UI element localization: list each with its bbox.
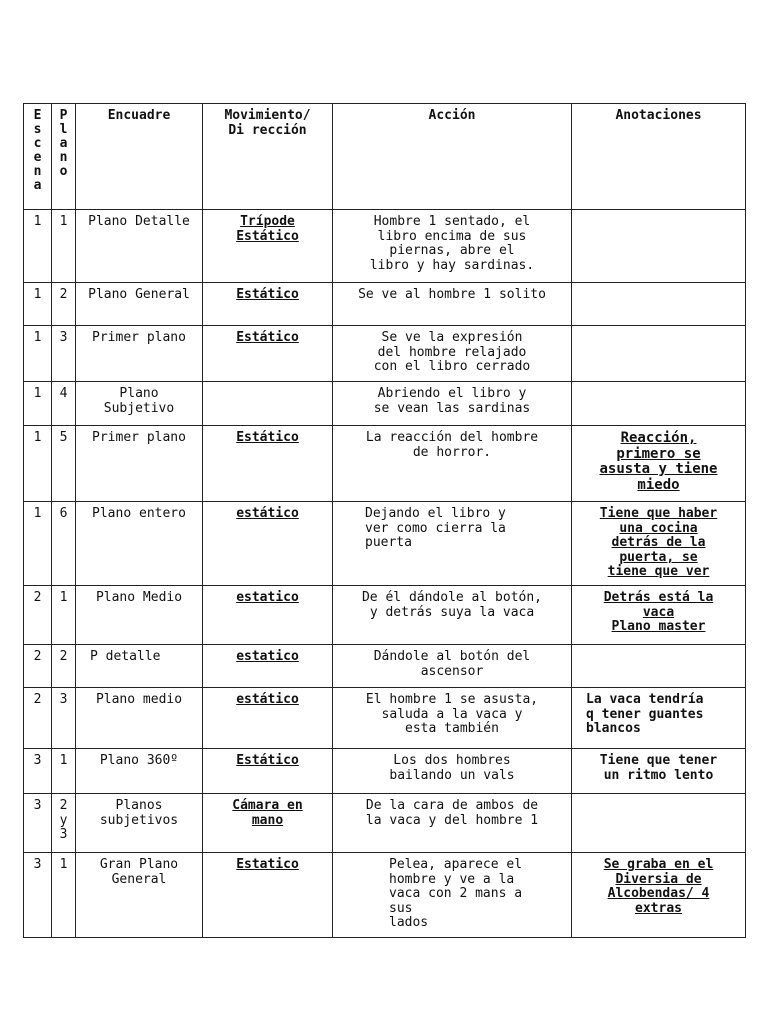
cell-movimiento: Estático: [203, 749, 333, 794]
cell-accion: Pelea, aparece el hombre y ve a la vaca con 2 mans a sus lados: [333, 853, 572, 938]
table-row: [24, 210, 746, 283]
table-row: [24, 688, 746, 749]
cell-anotaciones: Tiene que haber una cocina detrás de la puerta, se tiene que ver: [572, 502, 746, 586]
cell-movimiento: Estático: [203, 426, 333, 502]
cell-encuadre: Plano Detalle: [76, 210, 203, 283]
cell-accion: Los dos hombres bailando un vals: [333, 749, 572, 794]
cell-accion: Dejando el libro y ver como cierra la puerta: [333, 502, 572, 586]
cell-escena: 1: [24, 210, 52, 283]
cell-escena: 2: [24, 586, 52, 645]
header-accion: Acción: [333, 104, 572, 210]
table-row: [24, 326, 746, 382]
cell-accion: Hombre 1 sentado, el libro encima de sus piernas, abre el libro y hay sardinas.: [333, 210, 572, 283]
header-movimiento: Movimiento/ Di rección: [203, 104, 333, 210]
cell-plano: 2 y 3: [52, 794, 76, 853]
cell-plano: 2: [52, 645, 76, 688]
cell-plano: 1: [52, 210, 76, 283]
table-row: [24, 586, 746, 645]
cell-accion: La reacción del hombre de horror.: [333, 426, 572, 502]
cell-escena: 2: [24, 688, 52, 749]
cell-movimiento: Estatico: [203, 853, 333, 938]
cell-movimiento: estático: [203, 502, 333, 586]
cell-accion: De él dándole al botón, y detrás suya la vaca: [333, 586, 572, 645]
table-row: [24, 645, 746, 688]
header-escena: E s c e n a: [24, 104, 52, 210]
cell-encuadre: P detalle: [76, 645, 203, 688]
table-row: [24, 853, 746, 938]
cell-anotaciones: Detrás está la vaca Plano master: [572, 586, 746, 645]
cell-movimiento: estático: [203, 688, 333, 749]
cell-plano: 1: [52, 853, 76, 938]
cell-anotaciones: [572, 645, 746, 688]
cell-anotaciones: [572, 382, 746, 426]
table-row: [24, 794, 746, 853]
cell-encuadre: Plano Subjetivo: [76, 382, 203, 426]
cell-accion: Dándole al botón del ascensor: [333, 645, 572, 688]
header-row: [24, 104, 746, 210]
cell-movimiento: Trípode Estático: [203, 210, 333, 283]
cell-encuadre: Planos subjetivos: [76, 794, 203, 853]
cell-encuadre: Plano 360º: [76, 749, 203, 794]
cell-plano: 3: [52, 326, 76, 382]
cell-escena: 1: [24, 426, 52, 502]
cell-plano: 1: [52, 586, 76, 645]
cell-escena: 1: [24, 502, 52, 586]
cell-movimiento: Estático: [203, 283, 333, 326]
cell-movimiento: Estático: [203, 326, 333, 382]
cell-accion: El hombre 1 se asusta, saluda a la vaca y esta también: [333, 688, 572, 749]
table-row: [24, 502, 746, 586]
cell-escena: 3: [24, 749, 52, 794]
cell-anotaciones: [572, 210, 746, 283]
table-row: [24, 382, 746, 426]
cell-movimiento: [203, 382, 333, 426]
cell-anotaciones: [572, 794, 746, 853]
cell-movimiento: Cámara en mano: [203, 794, 333, 853]
cell-encuadre: Gran Plano General: [76, 853, 203, 938]
cell-encuadre: Plano General: [76, 283, 203, 326]
cell-escena: 3: [24, 794, 52, 853]
cell-accion: De la cara de ambos de la vaca y del hombre 1: [333, 794, 572, 853]
cell-movimiento: estatico: [203, 586, 333, 645]
cell-escena: 1: [24, 382, 52, 426]
table-row: [24, 283, 746, 326]
cell-plano: 2: [52, 283, 76, 326]
cell-plano: 3: [52, 688, 76, 749]
cell-anotaciones: Reacción, primero se asusta y tiene miedo: [572, 426, 746, 502]
header-anotaciones: Anotaciones: [572, 104, 746, 210]
cell-escena: 2: [24, 645, 52, 688]
cell-anotaciones: Tiene que tener un ritmo lento: [572, 749, 746, 794]
cell-escena: 1: [24, 326, 52, 382]
cell-plano: 5: [52, 426, 76, 502]
cell-movimiento: estatico: [203, 645, 333, 688]
header-plano: P l a n o: [52, 104, 76, 210]
cell-accion: Abriendo el libro y se vean las sardinas: [333, 382, 572, 426]
cell-anotaciones: La vaca tendría q tener guantes blancos: [572, 688, 746, 749]
cell-plano: 4: [52, 382, 76, 426]
cell-anotaciones: [572, 283, 746, 326]
table-row: [24, 749, 746, 794]
table-row: [24, 426, 746, 502]
cell-escena: 1: [24, 283, 52, 326]
cell-encuadre: Plano entero: [76, 502, 203, 586]
cell-plano: 6: [52, 502, 76, 586]
cell-encuadre: Plano Medio: [76, 586, 203, 645]
cell-accion: Se ve la expresión del hombre relajado con el libro cerrado: [333, 326, 572, 382]
cell-anotaciones: [572, 326, 746, 382]
cell-encuadre: Primer plano: [76, 426, 203, 502]
cell-plano: 1: [52, 749, 76, 794]
cell-encuadre: Primer plano: [76, 326, 203, 382]
cell-accion: Se ve al hombre 1 solito: [333, 283, 572, 326]
cell-encuadre: Plano medio: [76, 688, 203, 749]
shot-list-table: [23, 103, 746, 938]
header-encuadre: Encuadre: [76, 104, 203, 210]
cell-anotaciones: Se graba en el Diversia de Alcobendas/ 4 extras: [572, 853, 746, 938]
cell-escena: 3: [24, 853, 52, 938]
